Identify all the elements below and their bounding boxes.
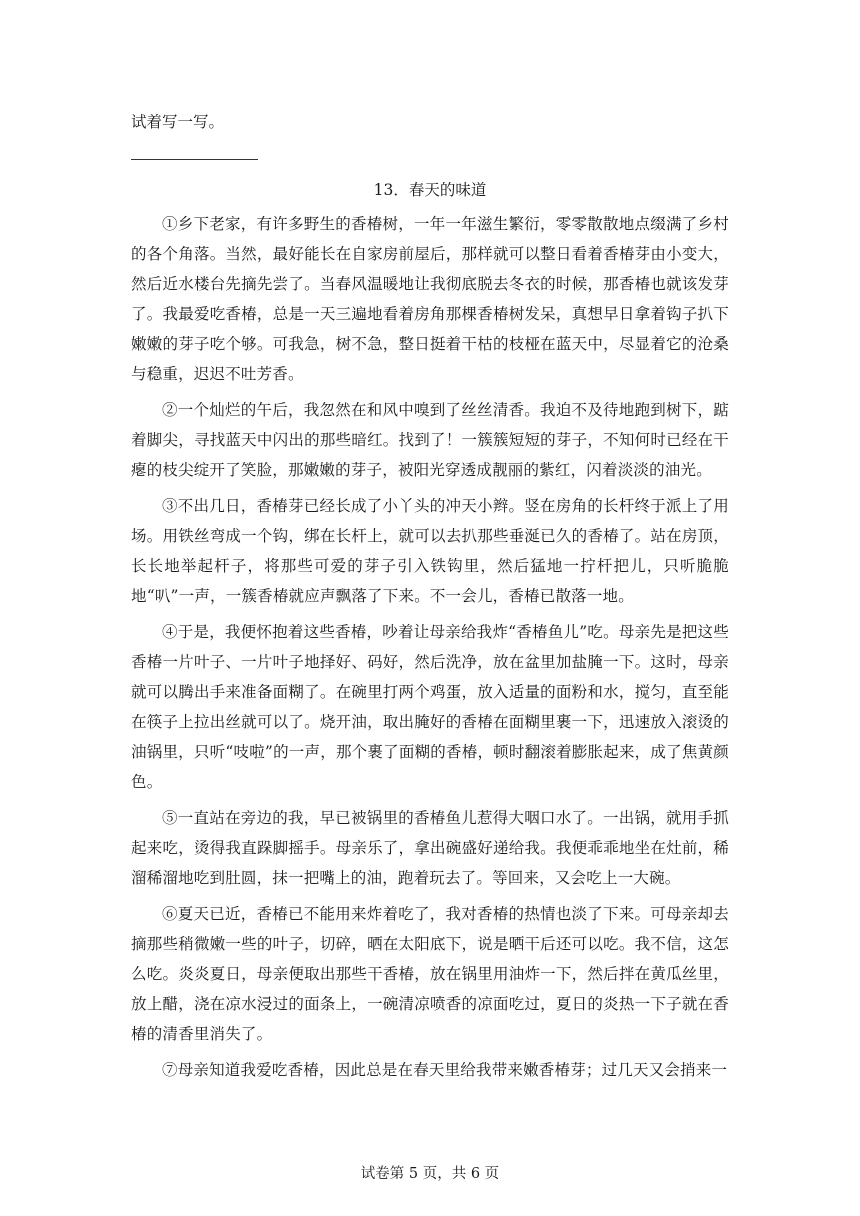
paragraph-6: ⑥夏天已近，香椿已不能用来炸着吃了，我对香椿的热情也淡了下来。可母亲却去摘那些稍微嫩一些的叶子，切碎，晒在太阳底下，说是晒干后还可以吃。我不信，这怎么吃。炎炎夏日，母亲便取出那些干香椿，放在锅里用油炸一下，然后拌在黄瓜丝里，放上醋，浇在凉水浸过的面条上，一碗清凉喷香的凉面吃过，夏日的炎热一下子就在香椿的清香里消失了。 (131, 905, 729, 1043)
paragraph-2: ②一个灿烂的午后，我忽然在和风中嗅到了丝丝清香。我迫不及待地跑到树下，踮着脚尖，寻找蓝天中闪出的那些暗红。找到了！一簇簇短短的芽子，不知何时已经在干瘪的枝尖绽开了笑脸，那嫩嫩的芽子，被阳光穿透成靓丽的紫红，闪着淡淡的油光。 (131, 401, 729, 479)
paragraph-5: ⑤一直站在旁边的我，早已被锅里的香椿鱼儿惹得大咽口水了。一出锅，就用手抓起来吃，烫得我直跺脚摇手。母亲乐了，拿出碗盛好递给我。我便乖乖地坐在灶前，稀溜稀溜地吃到肚圆，抹一把嘴上的油，跑着玩去了。等回来，又会吃上一大碗。 (131, 809, 729, 887)
paragraph-1: ①乡下老家，有许多野生的香椿树，一年一年滋生繁衍，零零散散地点缀满了乡村的各个角落。当然，最好能长在自家房前屋后，那样就可以整日看着香椿芽由小变大，然后近水楼台先摘先尝了。当春风温暖地让我彻底脱去冬衣的时候，那香椿也就该发芽了。我最爱吃香椿，总是一天三遍地看着房角那棵香椿树发呆，真想早日拿着钩子扒下嫩嫩的芽子吃个够。可我急，树不急，整日挺着干枯的枝桠在蓝天中，尽显着它的沧桑与稳重，迟迟不吐芳香。 (131, 215, 729, 383)
paragraph-3: ③不出几日，香椿芽已经长成了小丫头的冲天小辫。竖在房角的长杆终于派上了用场。用铁丝弯成一个钩，绑在长杆上，就可以去扒那些垂涎已久的香椿了。站在房顶，长长地举起杆子，将那些可爱的芽子引入铁钩里，然后猛地一拧杆把儿，只听脆脆地“叭”一声，一簇香椿就应声飘落了下来。不一会儿，香椿已散落一地。 (131, 497, 729, 605)
article-title: 13．春天的味道 (373, 181, 487, 199)
article-body (131, 209, 729, 1091)
page-footer: 试卷第 5 页，共 6 页 (360, 1166, 500, 1182)
paragraph-7: ⑦母亲知道我爱吃香椿，因此总是在春天里给我带来嫩香椿芽；过几天又会捎来一 (162, 1061, 728, 1079)
answer-blank-line (131, 159, 258, 160)
paragraph-4: ④于是，我便怀抱着这些香椿，吵着让母亲给我炸“香椿鱼儿”吃。母亲先是把这些香椿一片叶子、一片叶子地择好、码好，然后洗净，放在盆里加盐腌一下。这时，母亲就可以腾出手来准备面糊了。在碗里打两个鸡蛋，放入适量的面粉和水，搅匀，直至能在筷子上拉出丝就可以了。烧开油，取出腌好的香椿在面糊里裹一下，迅速放入滚烫的油锅里，只听“吱啦”的一声，那个裹了面糊的香椿，顿时翻滚着膨胀起来，成了焦黄颜色。 (131, 623, 729, 791)
lead-text: 试着写一写。 (131, 113, 225, 131)
